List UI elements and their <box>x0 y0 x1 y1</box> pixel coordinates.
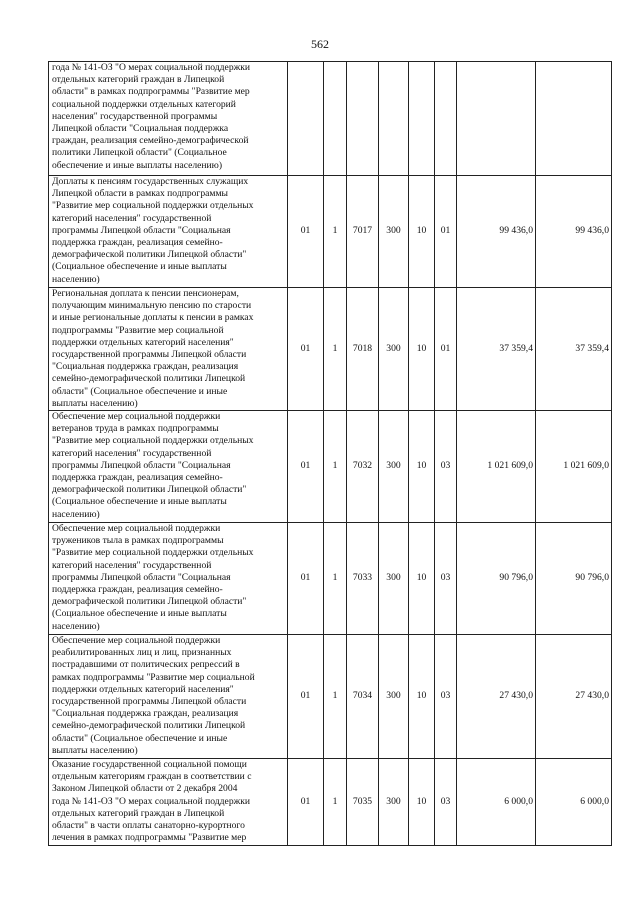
subsection-code: 03 <box>435 411 457 523</box>
target-item-code: 7018 <box>347 288 379 411</box>
program-code: 01 <box>288 523 324 635</box>
expense-type-code: 300 <box>379 635 409 759</box>
program-code: 01 <box>288 176 324 288</box>
table-row <box>49 288 612 411</box>
row-description: Оказание государственной социальной помощи отдельным категориям граждан в соответствии с Законом Липецкой области от 2 декабря 2004 года № 141-ОЗ "О мерах социальной поддержки отдельных категорий граждан в Липецкой области" в части оплаты санаторно-курортного лечения в рамках подпрограммы "Развитие мер <box>49 759 288 846</box>
program-code: 01 <box>288 759 324 846</box>
row-description: года № 141-ОЗ "О мерах социальной поддержки отдельных категорий граждан в Липецкой области" в рамках подпрограммы "Развитие мер социальной поддержки отдельных категорий населения" государственной программы Липецкой области "Социальная поддержка граждан, реализация семейно-демографической политики Липецкой области" (Социальное обеспечение и иные выплаты населению) <box>49 62 288 176</box>
subprogram-code: 1 <box>324 176 347 288</box>
amount-second <box>536 62 612 176</box>
table-row <box>49 62 612 176</box>
section-code: 10 <box>409 759 435 846</box>
amount-second: 99 436,0 <box>536 176 612 288</box>
target-item-code <box>347 62 379 176</box>
section-code <box>409 62 435 176</box>
subprogram-code: 1 <box>324 288 347 411</box>
expense-type-code: 300 <box>379 759 409 846</box>
table-body <box>49 62 612 846</box>
table-row <box>49 635 612 759</box>
subsection-code: 03 <box>435 635 457 759</box>
section-code: 10 <box>409 288 435 411</box>
table-row <box>49 759 612 846</box>
amount-first: 6 000,0 <box>457 759 536 846</box>
row-description: Обеспечение мер социальной поддержки реабилитированных лиц и лиц, признанных пострадавшими от политических репрессий в рамках подпрограммы "Развитие мер социальной поддержки отдельных категорий населения" государственной программы Липецкой области "Социальная поддержка граждан, реализация семейно-демографической политики Липецкой области" (Социальное обеспечение и иные выплаты населению) <box>49 635 288 759</box>
program-code: 01 <box>288 288 324 411</box>
expense-type-code: 300 <box>379 288 409 411</box>
amount-first: 37 359,4 <box>457 288 536 411</box>
amount-first: 99 436,0 <box>457 176 536 288</box>
row-description: Обеспечение мер социальной поддержки ветеранов труда в рамках подпрограммы "Развитие мер социальной поддержки отдельных категорий населения" государственной программы Липецкой области "Социальная поддержка граждан, реализация семейно- демографической политики Липецкой области" (Социальное обеспечение и иные выплаты населению) <box>49 411 288 523</box>
table-row <box>49 176 612 288</box>
table-row <box>49 411 612 523</box>
expense-type-code: 300 <box>379 176 409 288</box>
subprogram-code <box>324 62 347 176</box>
expense-type-code: 300 <box>379 411 409 523</box>
row-description: Региональная доплата к пенсии пенсионерам, получающим минимальную пенсию по старости и иные региональные доплаты к пенсии в рамках подпрограммы "Развитие мер социальной поддержки отдельных категорий населения" государственной программы Липецкой области "Социальная поддержка граждан, реализация семейно-демографической политики Липецкой области" (Социальное обеспечение и иные выплаты населению) <box>49 288 288 411</box>
table-row <box>49 523 612 635</box>
subsection-code: 01 <box>435 288 457 411</box>
section-code: 10 <box>409 411 435 523</box>
amount-second: 90 796,0 <box>536 523 612 635</box>
amount-first: 90 796,0 <box>457 523 536 635</box>
amount-second: 27 430,0 <box>536 635 612 759</box>
subprogram-code: 1 <box>324 635 347 759</box>
program-code: 01 <box>288 411 324 523</box>
amount-second: 1 021 609,0 <box>536 411 612 523</box>
amount-first <box>457 62 536 176</box>
subsection-code: 03 <box>435 523 457 635</box>
amount-second: 6 000,0 <box>536 759 612 846</box>
section-code: 10 <box>409 176 435 288</box>
amount-second: 37 359,4 <box>536 288 612 411</box>
target-item-code: 7017 <box>347 176 379 288</box>
subsection-code: 01 <box>435 176 457 288</box>
program-code: 01 <box>288 635 324 759</box>
expense-type-code: 300 <box>379 523 409 635</box>
amount-first: 27 430,0 <box>457 635 536 759</box>
subprogram-code: 1 <box>324 759 347 846</box>
section-code: 10 <box>409 523 435 635</box>
subsection-code <box>435 62 457 176</box>
subsection-code: 03 <box>435 759 457 846</box>
section-code: 10 <box>409 635 435 759</box>
row-description: Доплаты к пенсиям государственных служащих Липецкой области в рамках подпрограммы "Развитие мер социальной поддержки отдельных категорий населения" государственной программы Липецкой области "Социальная поддержка граждан, реализация семейно- демографической политики Липецкой области" (Социальное обеспечение и иные выплаты населению) <box>49 176 288 288</box>
subprogram-code: 1 <box>324 411 347 523</box>
target-item-code: 7033 <box>347 523 379 635</box>
target-item-code: 7034 <box>347 635 379 759</box>
target-item-code: 7035 <box>347 759 379 846</box>
row-description: Обеспечение мер социальной поддержки тружеников тыла в рамках подпрограммы "Развитие мер социальной поддержки отдельных категорий населения" государственной программы Липецкой области "Социальная поддержка граждан, реализация семейно- демографической политики Липецкой области" (Социальное обеспечение и иные выплаты населению) <box>49 523 288 635</box>
amount-first: 1 021 609,0 <box>457 411 536 523</box>
subprogram-code: 1 <box>324 523 347 635</box>
page-number: 562 <box>311 37 329 51</box>
program-code <box>288 62 324 176</box>
budget-table <box>48 61 612 846</box>
expense-type-code <box>379 62 409 176</box>
target-item-code: 7032 <box>347 411 379 523</box>
